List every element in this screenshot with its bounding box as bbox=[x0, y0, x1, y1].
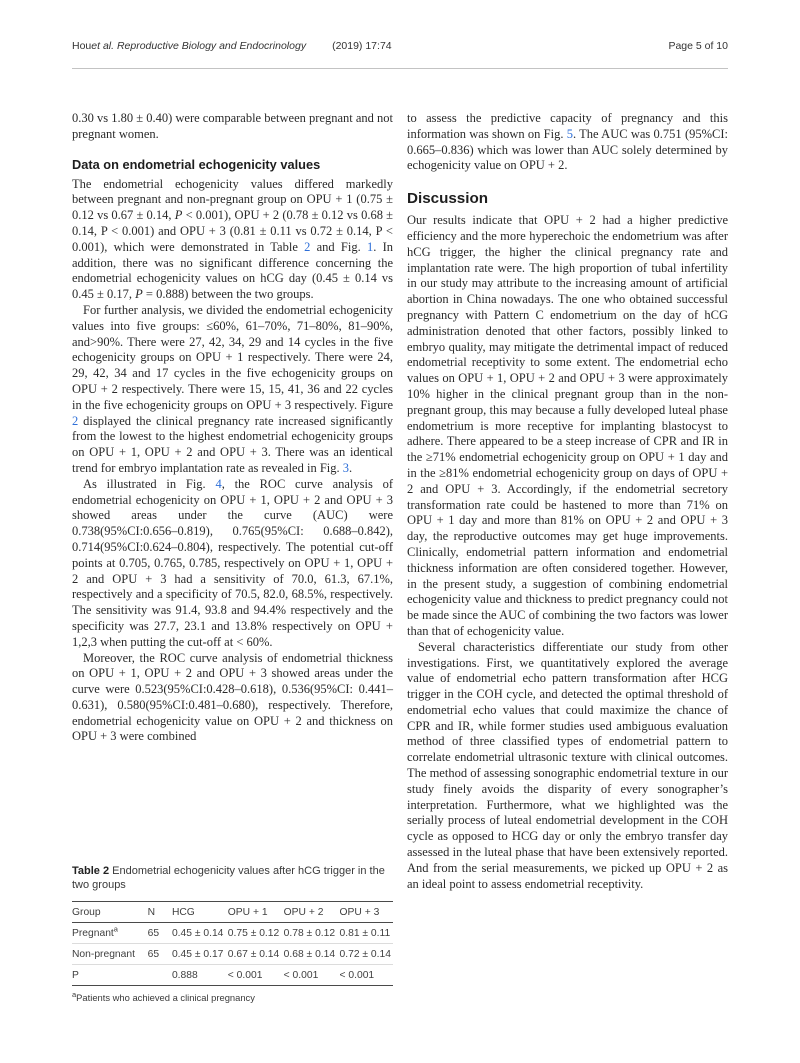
table-cell: 0.68 ± 0.14 bbox=[284, 944, 340, 965]
table-cell: < 0.001 bbox=[340, 965, 393, 986]
table-column-header: HCG bbox=[172, 902, 228, 923]
table-cell: < 0.001 bbox=[228, 965, 284, 986]
table-caption-label: Table 2 bbox=[72, 865, 110, 877]
table-cell: < 0.001 bbox=[284, 965, 340, 986]
italic-text: P bbox=[135, 287, 143, 302]
table-cell: 0.45 ± 0.17 bbox=[172, 944, 228, 965]
italic-text: P bbox=[174, 208, 183, 223]
running-header bbox=[72, 0, 728, 52]
paragraph: As illustrated in Fig. 4, the ROC curve analysis of endometrial echogenicity on OPU + 1, OPU + 2 and OPU + 3 showed areas under the curve (AUC) were 0.738(95%CI:0.656–0.819), 0.765(95%CI: 0.688–0.842), 0.714(95%CI:0.624–0.804), respectively. The potential cut-off points at 0.705, 0.765, 0.785, respectively on OPU + 1, OPU + 2 and OPU + 3 had a sensitivity of 70.0, 61.3, 67.1%, respectively and a specificity of 70.5, 82.0, 68.5%, respectively. The sensitivity was 91.4, 93.8 and 94.4% respectively and the specificity was 27.7, 23.1 and 13.8% respectively on OPU + 1,2,3 when putting the cut-off at < 60%. bbox=[72, 476, 394, 649]
table-cell: 0.78 ± 0.12 bbox=[284, 923, 340, 944]
table-cell: 65 bbox=[148, 944, 172, 965]
paragraph: The endometrial echogenicity values differed markedly between pregnant and non-pregnant group on OPU + 1 (0.75 ± 0.12 vs 0.67 ± 0.14, P < 0.001), OPU + 2 (0.78 ± 0.12 vs 0.68 ± 0.14, P < 0.001) and OPU + 3 (0.81 ± 0.11 vs 0.72 ± 0.14, P < 0.001), which were demonstrated in Table 2 and Fig. 1. In addition, there was no significant difference concerning the endometrial echogenicity values on hCG day (0.45 ± 0.14 vs 0.45 ± 0.17, P = 0.888) between the two groups. bbox=[72, 176, 394, 302]
paragraph: Moreover, the ROC curve analysis of endometrial thickness on OPU + 1, OPU + 2 and OPU + 3 showed areas under the curve were 0.523(95%CI:0.428–0.618), 0.536(95%CI: 0.441–0.631), 0.580(95%CI:0.481–0.680), respectively. Therefore, endometrial echogenicity value on OPU + 2 and thickness on OPU + 3 were combined bbox=[72, 650, 393, 744]
table-column-header: OPU + 2 bbox=[284, 902, 340, 923]
journal-header bbox=[72, 40, 392, 52]
footnote-marker: a bbox=[72, 989, 77, 999]
table-2-grid bbox=[72, 901, 393, 986]
table-row bbox=[72, 944, 393, 965]
header-divider bbox=[72, 68, 728, 69]
paragraph: Our results indicate that OPU + 2 had a higher predictive efficiency and the more hyperechoic the endometrium was after hCG trigger, the higher the clinical pregnancy rate and implantation rate were. The high proportion of tubal infertility in our study may attribute to the increasing amount of artificial abortion in China nowadays. The one who obtained successful pregnancy with Pattern C endometrium on the day of hCG administration denoted that other factors, possibly linked to embryo quality, may mitigate the detrimental impact of reduced endometrial receptivity to some extent. The endometrial echo values on OPU + 1, OPU + 2 and OPU + 3 were approximately 10% higher in the clinical pregnant group than in the non-pregnant group, this may because a fully developed luteal phase endometrium is more receptive for implanting blastocyst to adhere. There appeared to be a steep increase of CPR and IR in the ≥71% endometrial echogenicity group on OPU + 1 day and in the ≥81% endometrial echogenicity group on days of OPU + 2 and OPU + 3. Accordingly, if the endometrial secretory transformation rate could be hastened to more than 71% on OPU + 1 day and more than 81% on OPU + 2 and OPU + 3 day, the reproductive outcomes may get huge improvements. Clinically, endometrial pattern information and endometrial thickness information are often considered together. However, in the present study, a suggestion of combining endometrial echogenicity value and thickness to predict pregnancy could not be made since the AUC of combining the two factors was lower than that of echogenicity value. bbox=[407, 213, 728, 638]
figure-ref-link[interactable]: 4 bbox=[215, 476, 222, 491]
table-cell: P bbox=[72, 965, 148, 986]
table-header-row bbox=[72, 902, 393, 923]
table-cell: 0.45 ± 0.14 bbox=[172, 923, 228, 944]
table-cell bbox=[148, 965, 172, 986]
table-column-header: N bbox=[148, 902, 172, 923]
right-column bbox=[407, 111, 728, 1003]
table-cell: 0.81 ± 0.11 bbox=[340, 923, 393, 944]
citation: (2019) 17:74 bbox=[332, 40, 392, 52]
figure-ref-link[interactable]: 2 bbox=[72, 413, 79, 428]
table-column-header: Group bbox=[72, 902, 148, 923]
table-caption bbox=[72, 864, 393, 892]
paragraph: For further analysis, we divided the endometrial echogenicity values into five groups: ≤60%, 61–70%, 71–80%, 81–90%, and>90%. There were 27, 42, 34, 29 and 14 cycles in the five echogenicity groups on OPU + 1 respectively. There were 24, 29, 42, 34 and 17 cycles in the five echogenicity groups on OPU + 2 respectively. There were 15, 15, 41, 36 and 22 cycles in the five echogenicity groups on OPU + 3 respectively. Figure 2 displayed the clinical pregnancy rate increased significantly from the lowest to the highest endometrial echogenicity groups on OPU + 1, OPU + 2 and OPU + 3. There was an identical trend for embryo implantation rate as revealed in Fig. 3. bbox=[72, 302, 393, 475]
two-column-body bbox=[72, 111, 728, 1003]
table-cell: Pregnant$^a$ bbox=[72, 923, 148, 944]
table-column-header: OPU + 3 bbox=[340, 902, 393, 923]
section-heading: Data on endometrial echogenicity values bbox=[72, 156, 321, 172]
journal-title: et al. Reproductive Biology and Endocrinology bbox=[91, 40, 307, 52]
table-row bbox=[72, 965, 393, 986]
table-row bbox=[72, 923, 393, 944]
author-name: Hou bbox=[72, 40, 92, 52]
table-caption-text: Endometrial echogenicity values after hCG trigger in the two groups bbox=[72, 865, 385, 891]
table-cell: 0.75 ± 0.12 bbox=[228, 923, 284, 944]
table-cell: 0.72 ± 0.14 bbox=[340, 944, 393, 965]
figure-ref-link[interactable]: 5 bbox=[566, 126, 573, 141]
table-column-header: OPU + 1 bbox=[228, 902, 284, 923]
table-footnote bbox=[72, 989, 393, 1003]
paragraph: to assess the predictive capacity of pregnancy and this information was shown on Fig. 5. The AUC was 0.751 (95%CI: 0.665–0.836) which was lower than AUC solely determined by echogenicity value on OPU + 2. bbox=[407, 111, 728, 173]
paragraph: 0.30 vs 1.80 ± 0.40) were comparable between pregnant and not pregnant women. bbox=[72, 111, 393, 141]
page-number: Page 5 of 10 bbox=[668, 40, 728, 52]
figure-ref-link[interactable]: 1 bbox=[366, 239, 374, 254]
section-heading: Discussion bbox=[407, 190, 489, 208]
table-2 bbox=[72, 864, 393, 1003]
table-cell: 0.888 bbox=[172, 965, 228, 986]
table-cell: Non-pregnant bbox=[72, 944, 148, 965]
footnote-text: Patients who achieved a clinical pregnancy bbox=[76, 992, 255, 1003]
figure-ref-link[interactable]: 2 bbox=[304, 239, 311, 254]
left-column bbox=[72, 111, 393, 1003]
footnote-marker: a bbox=[113, 924, 118, 934]
table-cell: 65 bbox=[148, 923, 172, 944]
table-cell: 0.67 ± 0.14 bbox=[228, 944, 284, 965]
figure-ref-link[interactable]: 3 bbox=[342, 460, 349, 475]
paragraph: Several characteristics differentiate our study from other investigations. First, we quantitatively explored the average value of endometrial echo pattern transformation after HCG trigger in the COH cycle, and detected the optimal threshold of endometrial echo values that could maximize the chance of CPR and IR, while former studies used ambiguous evaluation method of three classified types of endometrial pattern to correlate endometrial ultrasonic texture with clinical outcomes. The method of assessing sonographic endometrial texture in our study finely avoids the disparity of every sonographer’s interpretation. Furthermore, what we highlighted was the serially process of luteal endometrial development in the COH cycle as opposed to HCG day or only the embryo transfer day assessed in the luteal phase that have been extensively reported. And from the serial measurements, we picked up OPU + 2 as an ideal point to assess endometrial receptivity. bbox=[407, 639, 728, 891]
